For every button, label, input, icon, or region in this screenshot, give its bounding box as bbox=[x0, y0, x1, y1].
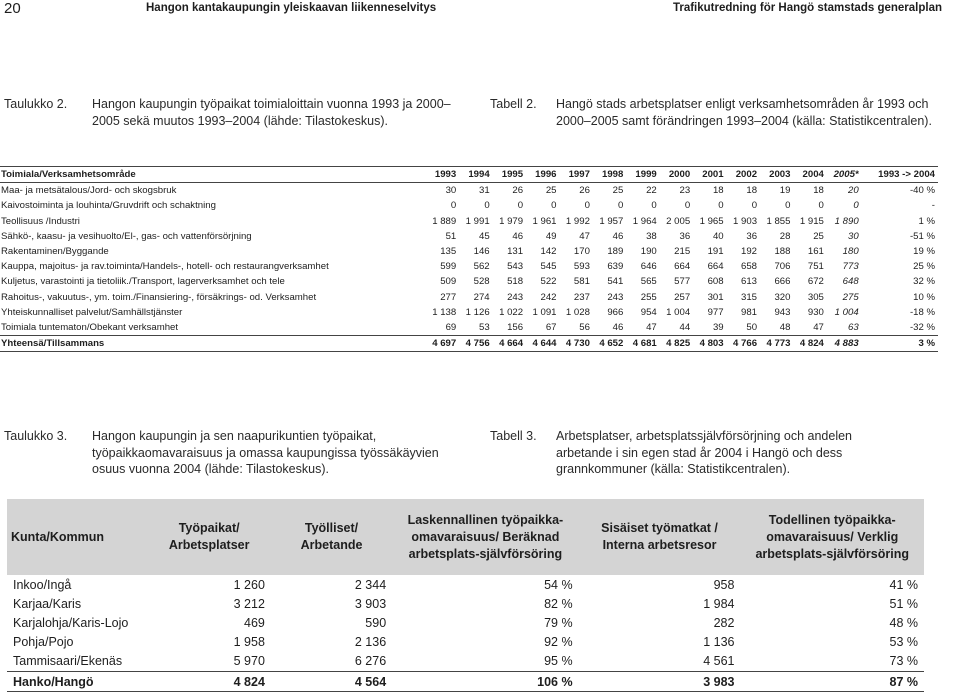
table-cell: 509 bbox=[440, 276, 457, 288]
table-cell: 2 344 bbox=[354, 577, 387, 592]
table-cell: 1 992 bbox=[565, 215, 590, 227]
table-cell: 4 681 bbox=[624, 336, 657, 352]
table-cell: 773 bbox=[842, 261, 859, 273]
table-cell: 2 136 bbox=[354, 635, 387, 650]
column-header-year: 1997 bbox=[558, 167, 591, 183]
table-cell: 188 bbox=[774, 246, 791, 258]
table-cell: 190 bbox=[640, 246, 657, 258]
table-row bbox=[7, 594, 924, 613]
table-cell: 658 bbox=[741, 261, 758, 273]
table-cell: 10 % bbox=[913, 291, 935, 303]
table-cell: 25 % bbox=[913, 261, 935, 273]
row-label: Kaivostoiminta ja louhinta/Gruvdrift och schaktning bbox=[1, 200, 216, 212]
table-cell: 469 bbox=[244, 615, 265, 630]
table-cell: 1 957 bbox=[599, 215, 624, 227]
table-cell: 528 bbox=[473, 276, 490, 288]
table-cell: 191 bbox=[707, 246, 724, 258]
table-cell: 48 bbox=[779, 321, 791, 333]
table-cell: 545 bbox=[540, 261, 557, 273]
column-header-year: 2005* bbox=[825, 167, 860, 183]
row-label: Maa- ja metsätalous/Jord- och skogsbruk bbox=[1, 185, 177, 197]
table-cell: 56 bbox=[579, 321, 590, 333]
table-cell: 977 bbox=[707, 306, 724, 318]
table-cell: 19 bbox=[779, 185, 791, 197]
table-row bbox=[0, 183, 938, 199]
table-cell: 1 136 bbox=[703, 635, 735, 650]
table-cell: 23 bbox=[679, 185, 691, 197]
employment-by-sector-table bbox=[0, 166, 938, 352]
page-number: 20 bbox=[4, 0, 21, 17]
table-cell: 277 bbox=[440, 291, 457, 303]
table-cell: 19 % bbox=[913, 246, 935, 258]
table-cell: 315 bbox=[741, 291, 758, 303]
table-cell: 639 bbox=[607, 261, 624, 273]
table-cell: 954 bbox=[640, 306, 657, 318]
column-header-year: 2004 bbox=[791, 167, 824, 183]
table-cell: 3 983 bbox=[579, 671, 741, 691]
table-row bbox=[0, 198, 938, 213]
caption-label-fi: Taulukko 2. bbox=[4, 97, 68, 111]
table-cell: 981 bbox=[741, 306, 758, 318]
table-cell: 0 bbox=[618, 200, 624, 212]
table-cell: 53 bbox=[478, 321, 490, 333]
column-header-year: 1994 bbox=[457, 167, 490, 183]
table-cell: 243 bbox=[507, 291, 524, 303]
column-header: Työpaikat/ Arbetsplatser bbox=[147, 499, 270, 575]
table-cell: 4 664 bbox=[491, 336, 524, 352]
table-cell: 4 824 bbox=[791, 336, 824, 352]
table-cell: 4 644 bbox=[524, 336, 557, 352]
table-cell: 0 bbox=[853, 200, 859, 212]
table-cell: 0 bbox=[584, 200, 590, 212]
table-cell: 751 bbox=[807, 261, 824, 273]
caption-label-sv: Tabell 3. bbox=[490, 429, 537, 443]
table-cell: 161 bbox=[807, 246, 824, 258]
table-cell: 1 889 bbox=[432, 215, 457, 227]
table-cell: 47 bbox=[579, 230, 590, 242]
table-cell: 320 bbox=[774, 291, 791, 303]
table-cell: 67 bbox=[545, 321, 557, 333]
table-cell: 543 bbox=[507, 261, 524, 273]
table-cell: 46 bbox=[612, 230, 624, 242]
table-cell: 1 915 bbox=[799, 215, 824, 227]
table-cell: - bbox=[931, 200, 935, 212]
header-title-sv: Trafikutredning för Hangö stamstads generalplan bbox=[672, 2, 942, 14]
table-cell: 45 bbox=[478, 230, 490, 242]
table-cell: 4 773 bbox=[758, 336, 791, 352]
table-row bbox=[7, 575, 924, 594]
column-header-year: 2002 bbox=[725, 167, 758, 183]
table-cell: 562 bbox=[473, 261, 490, 273]
table-cell: 4 697 bbox=[424, 336, 457, 352]
table-row bbox=[7, 613, 924, 632]
table-cell: 36 bbox=[679, 230, 691, 242]
table-cell: 32 % bbox=[913, 276, 935, 288]
table-cell: 26 bbox=[512, 185, 524, 197]
column-header-year: 1993 -> 2004 bbox=[860, 167, 938, 183]
municipality-name: Karjalohja/Karis-Lojo bbox=[13, 615, 129, 630]
table-cell: 4 561 bbox=[703, 654, 735, 669]
row-label: Teollisuus /Industri bbox=[1, 215, 80, 227]
table-cell: 1 126 bbox=[465, 306, 490, 318]
table-cell: 3 212 bbox=[233, 596, 265, 611]
caption-text-sv: Hangö stads arbetsplatser enligt verksamhetsområden år 1993 och 2000–2005 samt förändringen 1993–2004 (källa: Statistikcentralen). bbox=[556, 97, 932, 128]
table-cell: 0 bbox=[818, 200, 824, 212]
table-cell: 0 bbox=[450, 200, 457, 212]
column-header-year: 1996 bbox=[524, 167, 557, 183]
caption-text-fi: Hangon kaupungin ja sen naapurikuntien työpaikat, työpaikkaomavaraisuus ja omassa kaupungissa työssäkäyvien osuus vuonna 2004 (lähde: Tilastokeskus). bbox=[92, 429, 439, 476]
table-cell: 146 bbox=[473, 246, 490, 258]
table-cell: 6 276 bbox=[354, 654, 387, 669]
caption-text-sv: Arbetsplatser, arbetsplatssjälvförsörjning och andelen arbetande i sin egen stad år 2004 i Hangö och dess grannkommuner (källa: Statistikcentralen). bbox=[556, 429, 853, 476]
table-cell: 5 970 bbox=[233, 654, 265, 669]
table-row bbox=[7, 652, 924, 672]
table-cell: 1 138 bbox=[432, 306, 457, 318]
table-cell: 3 % bbox=[860, 336, 938, 352]
table-cell: 4 803 bbox=[691, 336, 724, 352]
column-header-year: 1993 bbox=[424, 167, 457, 183]
table-cell: 1 984 bbox=[703, 596, 735, 611]
table-cell: 4 564 bbox=[271, 671, 392, 691]
table-cell: -40 % bbox=[909, 185, 935, 197]
table-cell: 135 bbox=[440, 246, 457, 258]
municipality-name: Karjaa/Karis bbox=[13, 596, 82, 611]
table-cell: 0 bbox=[551, 200, 557, 212]
table-cell: 0 bbox=[718, 200, 724, 212]
row-label: Yhteiskunnalliset palvelut/Samhällstjänster bbox=[1, 306, 183, 318]
header-title-fi: Hangon kantakaupungin yleiskaavan liikenneselvitys bbox=[146, 2, 437, 14]
table-row bbox=[0, 214, 938, 229]
table-cell: 18 bbox=[746, 185, 758, 197]
table-cell: 565 bbox=[640, 276, 657, 288]
column-header-year: 2003 bbox=[758, 167, 791, 183]
table-cell: 18 bbox=[813, 185, 824, 197]
table-cell: 54 % bbox=[544, 577, 573, 592]
table-cell: 50 bbox=[746, 321, 758, 333]
table-row bbox=[0, 290, 938, 305]
table-cell: 49 bbox=[545, 230, 557, 242]
table-cell: 142 bbox=[540, 246, 557, 258]
municipality-name: Pohja/Pojo bbox=[13, 635, 74, 650]
table-cell: 39 bbox=[712, 321, 724, 333]
table-cell: 48 % bbox=[889, 615, 918, 630]
table-cell: 0 bbox=[484, 200, 490, 212]
table-cell: 646 bbox=[640, 261, 657, 273]
table-cell: 1 091 bbox=[532, 306, 557, 318]
column-header-year: 1995 bbox=[491, 167, 524, 183]
table-cell: 577 bbox=[674, 276, 691, 288]
table-cell: 44 bbox=[679, 321, 691, 333]
table-cell: 215 bbox=[674, 246, 691, 258]
table-cell: 1 260 bbox=[233, 577, 265, 592]
table-cell: 4 824 bbox=[147, 671, 270, 691]
table-cell: 1 979 bbox=[499, 215, 524, 227]
table-cell: 46 bbox=[612, 321, 624, 333]
table-cell: 3 903 bbox=[354, 596, 387, 611]
table-cell: 38 bbox=[646, 230, 657, 242]
table-cell: 1 022 bbox=[499, 306, 524, 318]
table-cell: 47 bbox=[813, 321, 824, 333]
table-cell: 40 bbox=[712, 230, 724, 242]
table-cell: 25 bbox=[612, 185, 624, 197]
table-cell: 257 bbox=[674, 291, 691, 303]
table-row bbox=[0, 259, 938, 274]
table-cell: 36 bbox=[746, 230, 758, 242]
row-label: Sähkö-, kaasu- ja vesihuolto/El-, gas- och vattenförsörjning bbox=[1, 230, 252, 242]
table-cell: 1 958 bbox=[233, 635, 265, 650]
table-cell: 22 bbox=[646, 185, 657, 197]
table-cell: 4 730 bbox=[558, 336, 591, 352]
table-cell: 1 965 bbox=[699, 215, 724, 227]
table-cell: 1 855 bbox=[766, 215, 791, 227]
table-row bbox=[0, 274, 938, 289]
caption-text-fi: Hangon kaupungin työpaikat toimialoittain vuonna 1993 ja 2000–2005 sekä muutos 1993–2004 (lähde: Tilastokeskus). bbox=[92, 97, 451, 128]
table-cell: 282 bbox=[713, 615, 735, 630]
table-cell: 305 bbox=[807, 291, 824, 303]
table-cell: 613 bbox=[741, 276, 758, 288]
table-cell: 30 bbox=[848, 230, 859, 242]
table-cell: 46 bbox=[512, 230, 524, 242]
table-cell: 242 bbox=[540, 291, 557, 303]
total-row bbox=[0, 336, 938, 352]
table-cell: 664 bbox=[707, 261, 724, 273]
table-cell: 0 bbox=[517, 200, 524, 212]
table-cell: 170 bbox=[573, 246, 590, 258]
table-cell: 672 bbox=[807, 276, 824, 288]
table-cell: 69 bbox=[445, 321, 457, 333]
table-cell: 0 bbox=[785, 200, 791, 212]
table-cell: 1 991 bbox=[465, 215, 490, 227]
column-header-year: 1999 bbox=[624, 167, 657, 183]
table-cell: 180 bbox=[842, 246, 859, 258]
table-row bbox=[0, 244, 938, 259]
table-row bbox=[0, 305, 938, 320]
municipality-name: Inkoo/Ingå bbox=[13, 577, 72, 592]
table-cell: 4 883 bbox=[825, 336, 860, 352]
table-cell: 1 004 bbox=[834, 306, 859, 318]
table-cell: 95 % bbox=[544, 654, 573, 669]
table-cell: 608 bbox=[707, 276, 724, 288]
row-label: Yhteensä/Tillsammans bbox=[0, 336, 424, 352]
row-label: Rahoitus-, vakuutus-, ym. toim./Finansiering-, försäkrings- od. Verksamhet bbox=[1, 291, 317, 303]
column-header: Sisäiset työmatkat / Interna arbetsresor bbox=[579, 499, 741, 575]
table-header-row bbox=[0, 167, 938, 183]
table-row bbox=[0, 229, 938, 244]
table-cell: 28 bbox=[779, 230, 791, 242]
table-cell: 47 bbox=[646, 321, 657, 333]
table-cell: 25 bbox=[545, 185, 557, 197]
table-cell: 274 bbox=[473, 291, 490, 303]
table-cell: 4 756 bbox=[457, 336, 490, 352]
table-cell: 2 005 bbox=[666, 215, 691, 227]
table-cell: 1 028 bbox=[565, 306, 590, 318]
table-cell: 79 % bbox=[544, 615, 573, 630]
table-cell: 87 % bbox=[740, 671, 924, 691]
table-cell: -18 % bbox=[909, 306, 935, 318]
table-cell: 92 % bbox=[544, 635, 573, 650]
table-cell: 4 766 bbox=[725, 336, 758, 352]
table-cell: 30 bbox=[445, 185, 457, 197]
table-cell: 590 bbox=[365, 615, 387, 630]
table-cell: 1 890 bbox=[834, 215, 859, 227]
table-cell: 25 bbox=[813, 230, 824, 242]
table-row bbox=[0, 320, 938, 336]
column-header: Kunta/Kommun bbox=[7, 499, 147, 575]
table-row bbox=[7, 633, 924, 652]
table-cell: 1 964 bbox=[632, 215, 657, 227]
table-cell: 20 bbox=[848, 185, 859, 197]
table-cell: 131 bbox=[507, 246, 524, 258]
table-header-row bbox=[7, 499, 924, 575]
row-label: Kuljetus, varastointi ja tietoliik./Transport, lagerverksamhet och tele bbox=[1, 276, 285, 288]
column-header: Todellinen työpaikka-omavaraisuus/ Verklig arbetsplats-självförsöring bbox=[740, 499, 924, 575]
table-cell: 1 004 bbox=[666, 306, 691, 318]
caption-label-sv: Tabell 2. bbox=[490, 97, 537, 111]
table-cell: 0 bbox=[651, 200, 657, 212]
table-cell: 518 bbox=[507, 276, 524, 288]
column-header-year: 2001 bbox=[691, 167, 724, 183]
table-cell: 192 bbox=[741, 246, 758, 258]
table-cell: 581 bbox=[573, 276, 590, 288]
table-cell: 943 bbox=[774, 306, 791, 318]
table-cell: 1 903 bbox=[733, 215, 758, 227]
table-cell: 51 bbox=[445, 230, 457, 242]
table-cell: -32 % bbox=[909, 321, 935, 333]
table-cell: 18 bbox=[712, 185, 724, 197]
table-cell: 51 % bbox=[889, 596, 918, 611]
table-cell: 0 bbox=[751, 200, 758, 212]
table-cell: 82 % bbox=[544, 596, 573, 611]
table-cell: 706 bbox=[774, 261, 791, 273]
table-cell: 664 bbox=[674, 261, 691, 273]
table-cell: 156 bbox=[507, 321, 524, 333]
row-label: Toimiala tuntematon/Obekant verksamhet bbox=[1, 321, 179, 333]
table-cell: -51 % bbox=[909, 230, 935, 242]
table-cell: 189 bbox=[607, 246, 624, 258]
table-cell: 237 bbox=[573, 291, 590, 303]
table-cell: 1 961 bbox=[532, 215, 557, 227]
table-cell: 0 bbox=[684, 200, 691, 212]
table-cell: 4 825 bbox=[658, 336, 691, 352]
table-cell: 522 bbox=[540, 276, 557, 288]
municipality-name: Tammisaari/Ekenäs bbox=[13, 654, 123, 669]
table-cell: 243 bbox=[607, 291, 624, 303]
table-cell: 31 bbox=[478, 185, 490, 197]
table-cell: 275 bbox=[842, 291, 859, 303]
table-cell: 593 bbox=[573, 261, 590, 273]
table-cell: 63 bbox=[848, 321, 859, 333]
column-header-year: 1998 bbox=[591, 167, 624, 183]
table-cell: 53 % bbox=[889, 635, 918, 650]
caption-label-fi: Taulukko 3. bbox=[4, 429, 68, 443]
table-cell: 301 bbox=[707, 291, 724, 303]
column-header: Laskennallinen työpaikka-omavaraisuus/ Beräknad arbetsplats-självförsöring bbox=[392, 499, 578, 575]
table-cell: 958 bbox=[713, 577, 735, 592]
column-header: Työlliset/ Arbetande bbox=[271, 499, 392, 575]
table-cell: 930 bbox=[807, 306, 824, 318]
table-cell: 541 bbox=[607, 276, 624, 288]
table-cell: 666 bbox=[774, 276, 791, 288]
table-cell: 106 % bbox=[392, 671, 578, 691]
workplace-self-sufficiency-table bbox=[7, 499, 924, 692]
total-row bbox=[7, 671, 924, 691]
column-header-year: 2000 bbox=[658, 167, 691, 183]
table-cell: 41 % bbox=[889, 577, 918, 592]
municipality-name: Hanko/Hangö bbox=[7, 671, 147, 691]
table-cell: 966 bbox=[607, 306, 624, 318]
table-cell: 1 % bbox=[918, 215, 935, 227]
row-label: Kauppa, majoitus- ja rav.toiminta/Handels-, hotell- och restaurangverksamhet bbox=[1, 261, 329, 273]
table-cell: 599 bbox=[440, 261, 457, 273]
column-header-sector: Toimiala/Verksamhetsområde bbox=[0, 167, 424, 183]
table-cell: 648 bbox=[842, 276, 859, 288]
table-cell: 255 bbox=[640, 291, 657, 303]
table-cell: 73 % bbox=[889, 654, 918, 669]
table-cell: 26 bbox=[579, 185, 590, 197]
row-label: Rakentaminen/Byggande bbox=[1, 246, 109, 258]
table-cell: 4 652 bbox=[591, 336, 624, 352]
